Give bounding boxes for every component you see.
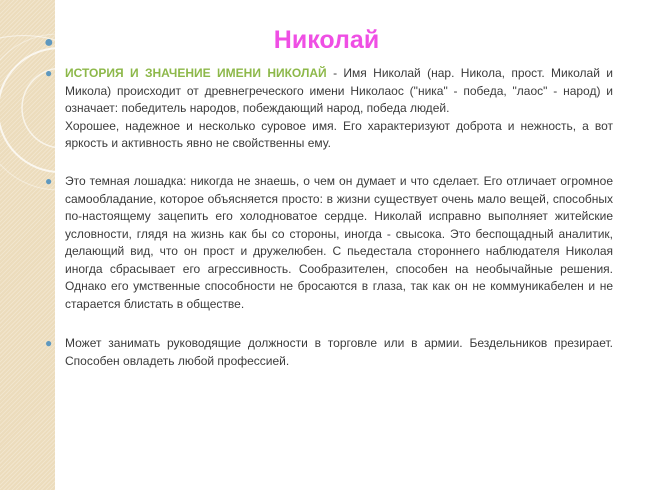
title-bullet-icon: ● bbox=[44, 34, 54, 51]
bullet-text: Может занимать руководящие должности в торговле или в армии. Бездельников презирает. Способен овладеть любой профессией. bbox=[65, 336, 613, 368]
bullet-continuation-text: Хорошее, надежное и несколько суровое имя. Его характеризуют доброта и нежность, а вот яркость и активность явно не свойственны ему. bbox=[65, 118, 613, 150]
bullet-intro-text: - Имя Николай (нар. Никола, прост. Миколай и Микола) происходит от древнегреческого имени Николаос ("ника" - победа, "лаос" - народ) и означает: победитель народов, побеждающий народ, победа людей. bbox=[65, 66, 614, 115]
slide-title: Николай bbox=[273, 26, 380, 54]
bullet-icon: ● bbox=[45, 66, 53, 80]
section-heading: ИСТОРИЯ И ЗНАЧЕНИЕ ИМЕНИ НИКОЛАЙ bbox=[65, 66, 327, 80]
bullet-icon: ● bbox=[45, 174, 53, 188]
bullet-icon: ● bbox=[45, 336, 53, 350]
bullet-text: Это темная лошадка: никогда не знаешь, о чем он думает и что сделает. Его отличает огромное самообладание, которое объясняется просто: в жизни существует очень мало вещей, способных по-настоящему зацепить его холодноватое сердце. Николай исправно выполняет житейские условности, глядя на жизнь как бы со стороны, иногда - свысока. Это беспощадный аналитик, делающий вид, что он прост и дружелюбен. С пьедестала стороннего наблюдателя Николая иногда сбрасывает его агрессивность. Сообразителен, способен на необычайные решения. Однако его умственные способности не бросаются в глаза, так как он не коммуникабелен и не старается блистать в обществе. bbox=[65, 174, 613, 311]
bullet-text bbox=[65, 65, 613, 153]
